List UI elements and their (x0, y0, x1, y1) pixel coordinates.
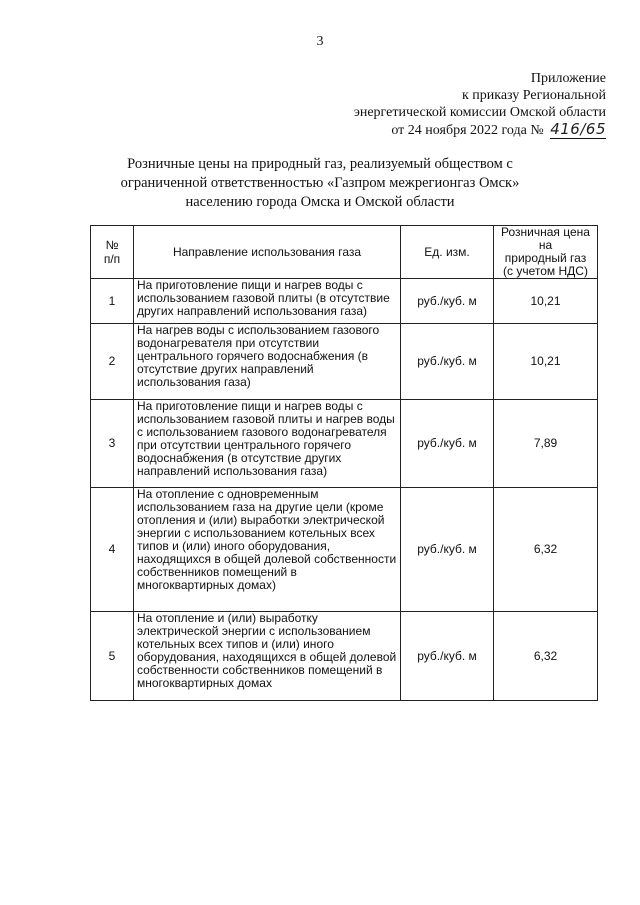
document-title (0, 155, 640, 212)
row-direction: На нагрев воды с использованием газового водонагревателя при отсутствии центрального горячего водоснабжения (в отсутствие других направлений использования газа) (134, 324, 401, 400)
table-row (91, 279, 598, 324)
row-number: 4 (91, 488, 134, 612)
header-num-sign: № (105, 238, 119, 252)
appendix-commission: энергетической комиссии Омской области (353, 105, 606, 120)
header-unit: Ед. изм. (401, 226, 494, 279)
row-direction: На приготовление пищи и нагрев воды с использованием газовой плиты (в отсутствие других направлений использования газа) (134, 279, 401, 324)
appendix-order-ref: к приказу Региональной (461, 88, 606, 103)
row-price: 10,21 (494, 324, 598, 400)
row-number: 3 (91, 400, 134, 488)
header-num (91, 226, 134, 279)
row-number: 5 (91, 612, 134, 701)
header-num-pp: п/п (103, 252, 121, 266)
title-line-3: населению города Омска и Омской области (185, 194, 455, 210)
header-price-line-1: Розничная цена на (501, 225, 590, 252)
row-price: 6,32 (494, 488, 598, 612)
row-unit: руб./куб. м (401, 488, 494, 612)
row-direction: На отопление и (или) выработку электрической энергии с использованием котельных всех типов и (или) иного оборудования, находящихся в общей долевой собственности собственников помещений в многоквартирных домах (134, 612, 401, 701)
page-number: 3 (316, 34, 324, 49)
title-line-2: ограниченной ответственностью «Газпром межрегионгаз Омск» (120, 175, 520, 191)
row-price: 6,32 (494, 612, 598, 701)
header-price-line-2: природный газ (504, 251, 587, 265)
row-price: 7,89 (494, 400, 598, 488)
price-table (90, 225, 598, 701)
row-direction: На отопление с одновременным использованием газа на другие цели (кроме отопления и (или) выработки электрической энергии с использованием котельных всех типов и (или) иного оборудования, находящихся в общей долевой собственности собственников помещений в многоквартирных домах) (134, 488, 401, 612)
title-line-1: Розничные цены на природный газ, реализуемый обществом с (127, 156, 513, 172)
row-unit: руб./куб. м (401, 612, 494, 701)
header-direction: Направление использования газа (134, 226, 401, 279)
appendix-title: Приложение (530, 71, 606, 86)
row-number: 2 (91, 324, 134, 400)
row-direction: На приготовление пищи и нагрев воды с использованием газовой плиты и нагрев воды с использованием газового водонагревателя при отсутствии центрального горячего водоснабжения (в отсутствие других направлений использования газа) (134, 400, 401, 488)
appendix-date-line (354, 121, 606, 139)
row-unit: руб./куб. м (401, 400, 494, 488)
table-row (91, 612, 598, 701)
table-row (91, 488, 598, 612)
table-row (91, 400, 598, 488)
row-price: 10,21 (494, 279, 598, 324)
row-unit: руб./куб. м (401, 324, 494, 400)
header-price (494, 226, 598, 279)
appendix-block (354, 70, 606, 139)
table-row (91, 324, 598, 400)
order-number-handwritten: 416/65 (550, 120, 606, 138)
table-header-row (91, 226, 598, 279)
row-number: 1 (91, 279, 134, 324)
appendix-date: от 24 ноября 2022 года № (391, 123, 544, 138)
row-unit: руб./куб. м (401, 279, 494, 324)
header-price-line-3: (с учетом НДС) (503, 264, 588, 278)
